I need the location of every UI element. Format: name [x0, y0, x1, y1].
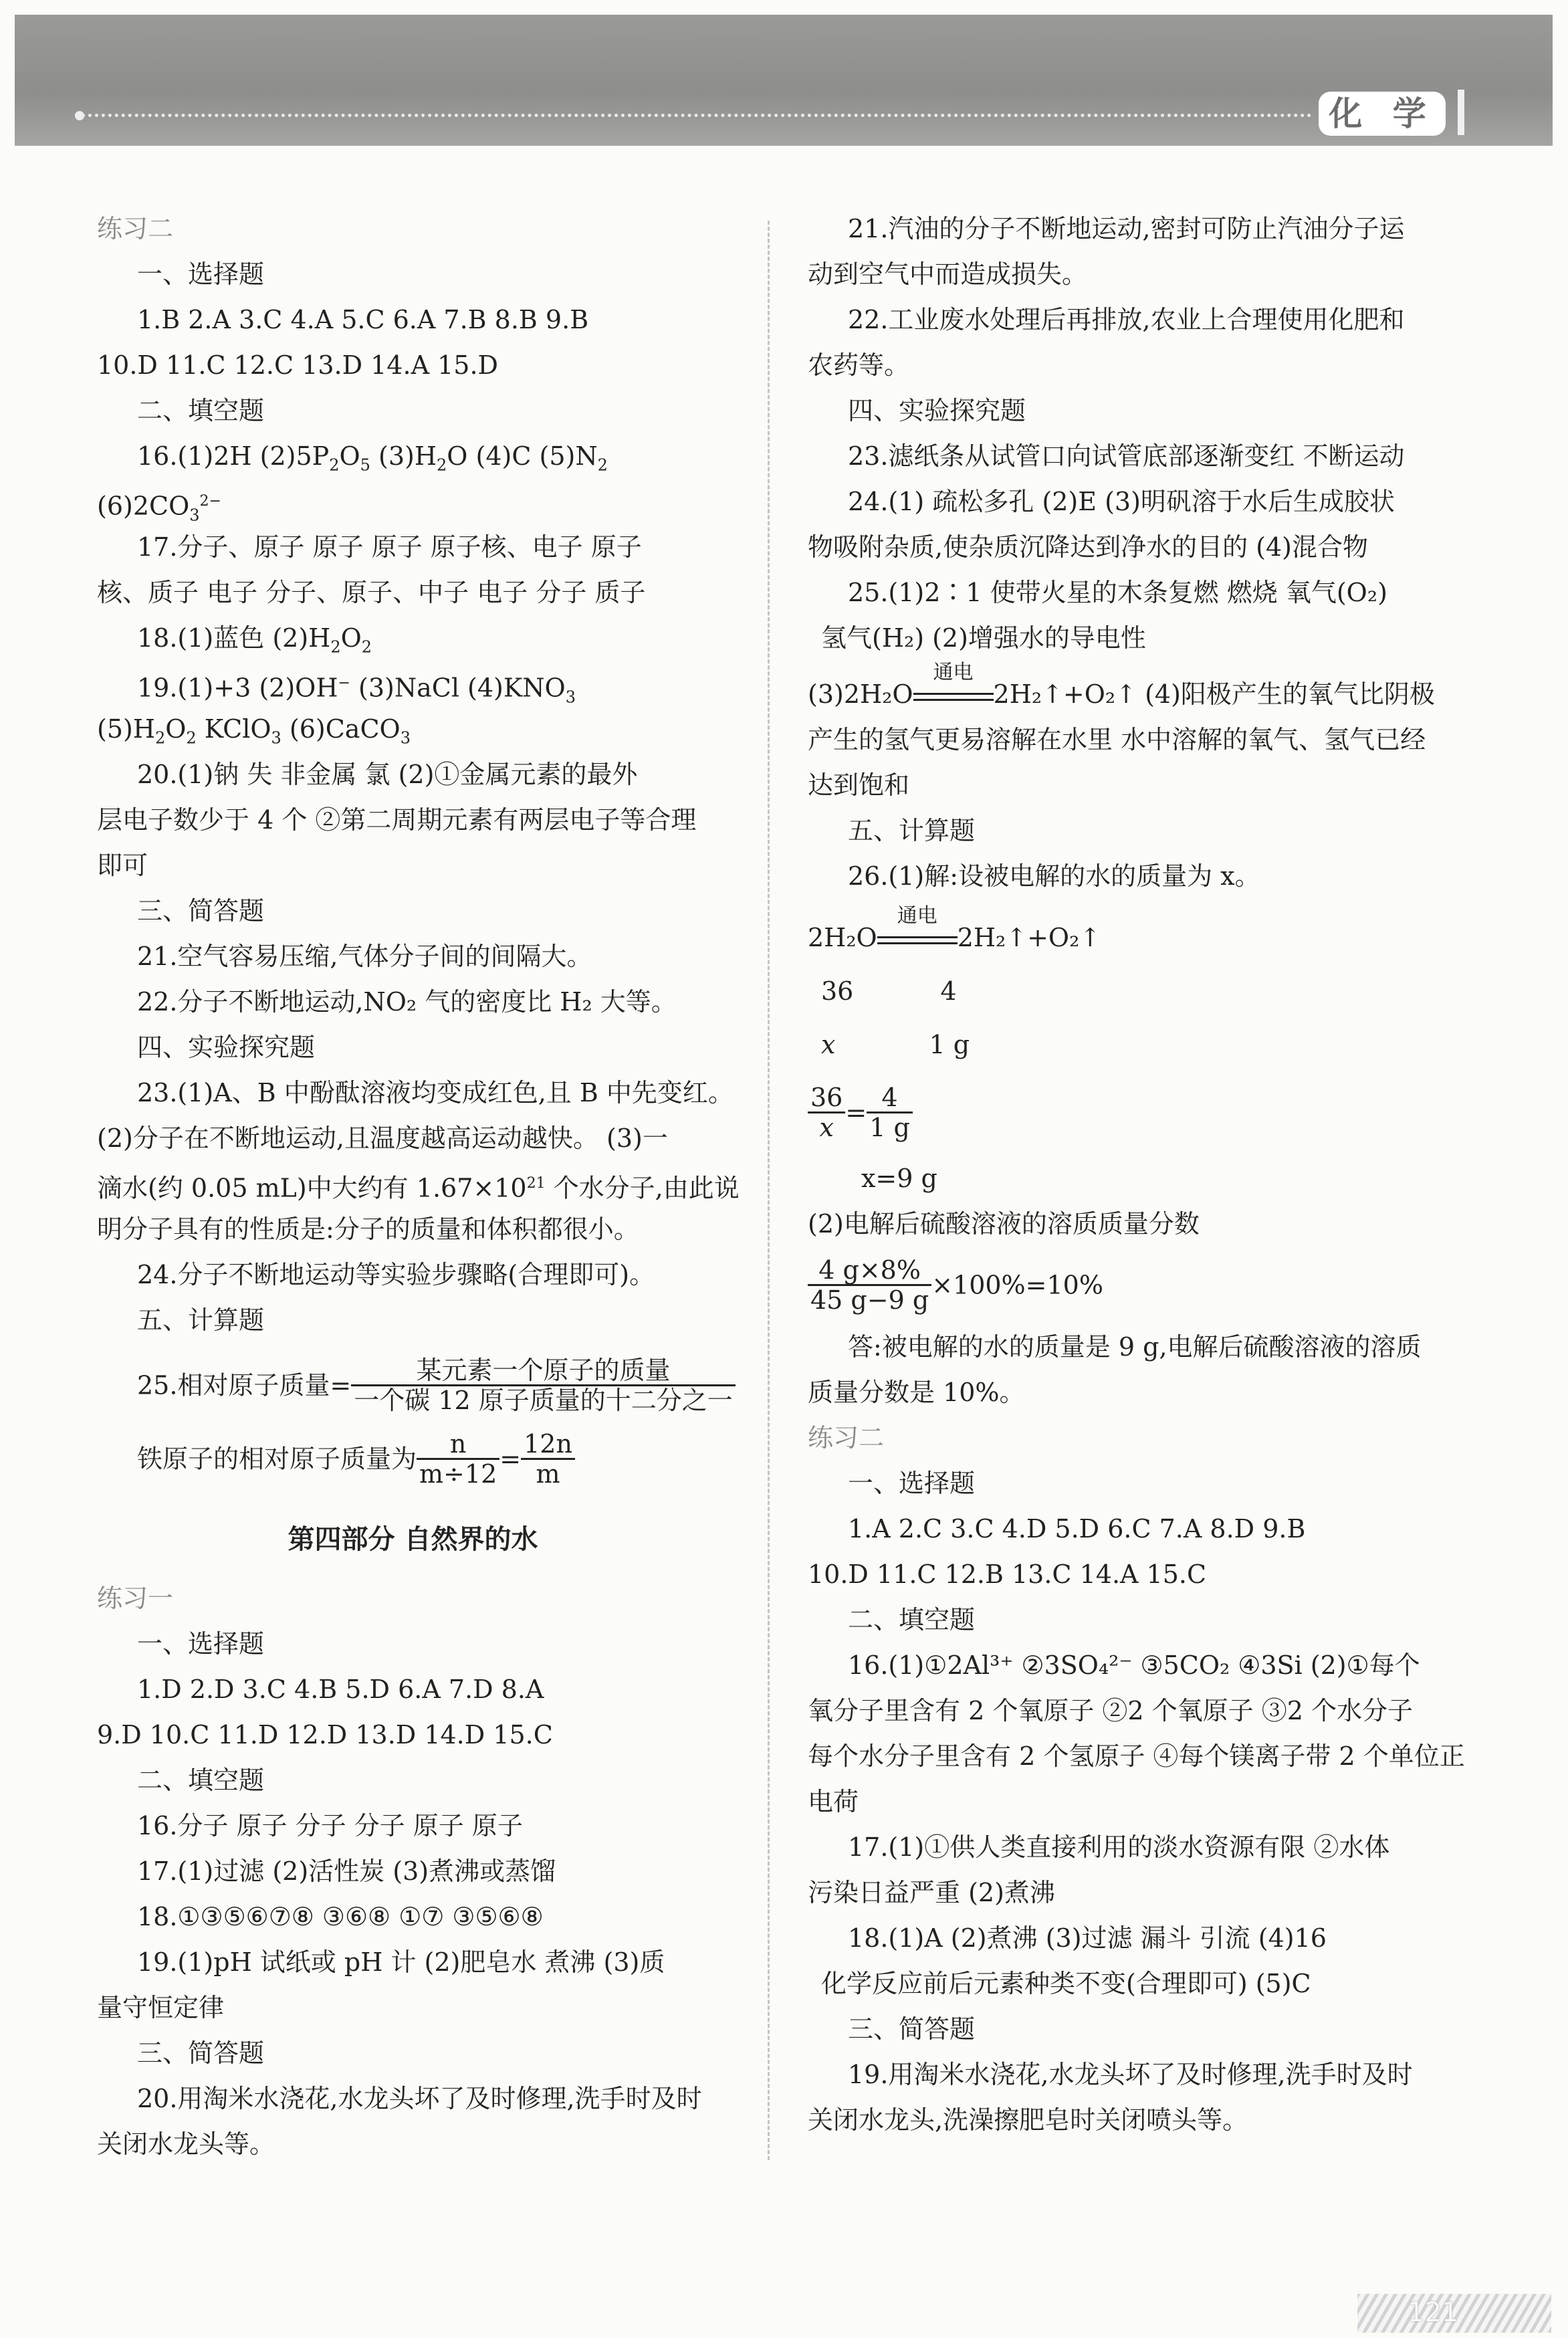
- answer-line: 9.D 10.C 11.D 12.D 13.D 14.D 15.C: [97, 1720, 553, 1749]
- exercise-title: 练习一: [97, 1584, 174, 1613]
- answer-line: 19.(1)pH 试纸或 pH 计 (2)肥皂水 煮沸 (3)质: [137, 1947, 665, 1977]
- answer-line: 17.(1)①供人类直接利用的淡水资源有限 ②水体: [848, 1832, 1390, 1862]
- fraction: $\frac{4}{1 g}$: [867, 1083, 913, 1142]
- answer-line: 质量分数是 10%。: [808, 1378, 1025, 1407]
- answer-line: 20.(1)钠 失 非金属 氯 (2)①金属元素的最外: [137, 760, 638, 789]
- header-bar: [1458, 90, 1464, 135]
- formula-line: 25.相对原子质量= $\frac{\text{某元素一个原子的质量}}{\text{一个碳 12 原子质量的十二分之一}}$: [97, 1356, 729, 1414]
- answer-line: 层电子数少于 4 个 ②第二周期元素有两层电子等合理: [97, 805, 697, 835]
- column-divider: [768, 221, 770, 2160]
- answer-line: 23.滤纸条从试管口向试管底部逐渐变红 不断运动: [848, 441, 1405, 471]
- equation-line: 2H₂O 通电 2H₂↑+O₂↑: [808, 904, 1101, 952]
- section-heading: 三、简答题: [137, 896, 265, 926]
- answer-line: 24.(1) 疏松多孔 (2)E (3)明矾溶于水后生成胶状: [848, 487, 1395, 516]
- page-header: [15, 15, 1553, 146]
- answer-line: 20.用淘米水浇花,水龙头坏了及时修理,洗手时及时: [137, 2084, 702, 2113]
- answer-line: $(5)H_2O_2$ KClO$_3$ (6)CaCO$_3$: [97, 714, 411, 748]
- answer-line: (2)电解后硫酸溶液的溶质质量分数: [808, 1209, 1200, 1239]
- answer-line: 24.分子不断地运动等实验步骤略(合理即可)。: [137, 1260, 655, 1289]
- answer-line: 滴水(约 0.05 mL)中大约有 $1.67\times 10^{21}$ 个水分子,由此说: [97, 1173, 740, 1203]
- answer-line: 答:被电解的水的质量是 9 g,电解后硫酸溶液的溶质: [848, 1332, 1422, 1362]
- answer-line: 19.用淘米水浇花,水龙头坏了及时修理,洗手时及时: [848, 2060, 1413, 2089]
- answer-line: 21.汽油的分子不断地运动,密封可防止汽油分子运: [848, 214, 1405, 243]
- answer-line: 即可: [97, 851, 148, 880]
- section-heading: 五、计算题: [848, 816, 976, 845]
- reaction-condition: 通电: [913, 678, 994, 710]
- answer-line: 氢气(H₂) (2)增强水的导电性: [821, 623, 1146, 653]
- section-heading: 五、计算题: [137, 1305, 265, 1335]
- answer-line: 23.(1)A、B 中酚酞溶液均变成红色,且 B 中先变红。: [137, 1078, 734, 1107]
- answer-line: 19.(1)+3 (2)OH− (3)NaCl $(4)KNO_3$: [137, 673, 576, 707]
- answer-line: 关闭水龙头,洗澡擦肥皂时关闭喷头等。: [808, 2105, 1248, 2135]
- answer-line: 氧分子里含有 2 个氧原子 ②2 个氧原子 ③2 个水分子: [808, 1696, 1414, 1725]
- subject-tag: 化 学: [1319, 92, 1446, 136]
- answer-line: 污染日益严重 (2)煮沸: [808, 1878, 1055, 1907]
- answer-line: 18.①③⑤⑥⑦⑧ ③⑥⑧ ①⑦ ③⑤⑥⑧: [137, 1902, 544, 1931]
- answer-line: 核、质子 电子 分子、原子、中子 电子 分子 质子: [97, 578, 646, 607]
- answer-line: 22.分子不断地运动,NO₂ 气的密度比 H₂ 大等。: [137, 987, 677, 1017]
- page-number: 121: [1408, 2297, 1459, 2328]
- exercise-title: 练习二: [808, 1423, 885, 1453]
- answer-line: 22.工业废水处理后再排放,农业上合理使用化肥和: [848, 305, 1405, 334]
- answer-line: 量守恒定律: [97, 1993, 225, 2022]
- answer-line: 17.分子、原子 原子 原子 原子核、电子 原子: [137, 532, 642, 562]
- answer-line: 16.分子 原子 分子 分子 原子 原子: [137, 1811, 523, 1840]
- ratio-line: $\frac{36}{x}$ = $\frac{4}{1 g}$: [808, 1083, 1450, 1142]
- exercise-title: 练习二: [97, 214, 174, 243]
- answer-line: 电荷: [808, 1787, 859, 1816]
- answer-line: 1.A 2.C 3.C 4.D 5.D 6.C 7.A 8.D 9.B: [848, 1514, 1306, 1544]
- section-heading: 三、简答题: [848, 2014, 976, 2044]
- answer-line: 21.空气容易压缩,气体分子间的间隔大。: [137, 942, 592, 971]
- header-dotted-line: [82, 114, 1312, 117]
- answer-line: 化学反应前后元素种类不变(合理即可) (5)C: [821, 1969, 1311, 1998]
- section-heading: 一、选择题: [137, 259, 265, 289]
- answer-line: 达到饱和: [808, 770, 910, 800]
- answer-line: 18.(1)A (2)煮沸 (3)过滤 漏斗 引流 (4)16: [848, 1923, 1327, 1953]
- answer-line: 动到空气中而造成损失。: [808, 259, 1088, 289]
- part-title: 第四部分 自然界的水: [288, 1524, 538, 1555]
- section-heading: 一、选择题: [848, 1469, 976, 1498]
- answer-line: 18.(1)蓝色 $(2)H_2O_2$: [137, 623, 372, 657]
- answer-line: 物吸附杂质,使杂质沉降达到净水的目的 (4)混合物: [808, 532, 1368, 562]
- mass-row: x 1 g: [821, 1030, 970, 1059]
- answer-line: 17.(1)过滤 (2)活性炭 (3)煮沸或蒸馏: [137, 1856, 556, 1886]
- section-heading: 一、选择题: [137, 1629, 265, 1659]
- answer-line: $(6)2CO_3^{2-}$: [97, 491, 221, 525]
- answer-line: 每个水分子里含有 2 个氢原子 ④每个镁离子带 2 个单位正: [808, 1741, 1465, 1771]
- percent-line: $\frac{4 g\times 8\%}{45 g-9 g}$ ×100%=10%: [808, 1256, 1450, 1314]
- result-line: x=9 g: [861, 1164, 937, 1193]
- answer-line: 10.D 11.C 12.C 13.D 14.A 15.D: [97, 350, 498, 380]
- fraction: $\frac{4 g\times 8\%}{45 g-9 g}$: [808, 1256, 931, 1314]
- section-heading: 四、实验探究题: [848, 396, 1026, 425]
- answer-line: 明分子具有的性质是:分子的质量和体积都很小。: [97, 1214, 639, 1244]
- fraction: $\frac{\text{某元素一个原子的质量}}{\text{一个碳 12 原子质量的十二分之一}}$: [351, 1356, 736, 1414]
- section-heading: 二、填空题: [137, 396, 265, 425]
- fraction: $\frac{36}{x}$: [808, 1083, 845, 1142]
- formula-line: 铁原子的相对原子质量为 $\frac{n}{m\div 12}$ = $\frac{12n}{m}$: [97, 1430, 729, 1488]
- fraction: $\frac{12n}{m}$: [521, 1430, 575, 1488]
- answer-line: 农药等。: [808, 350, 910, 380]
- fraction: $\frac{n}{m\div 12}$: [417, 1430, 499, 1488]
- section-heading: 三、简答题: [137, 2038, 265, 2068]
- section-heading: 二、填空题: [848, 1605, 976, 1634]
- answer-line: 26.(1)解:设被电解的水的质量为 x。: [848, 861, 1260, 891]
- answer-line: 16.(1)2H $(2)5P_2O_5$ $(3)H_2O$ (4)C $(5)N_2$: [137, 441, 608, 475]
- answer-line: 25.(1)2∶1 使带火星的木条复燃 燃烧 氧气(O₂): [848, 578, 1387, 607]
- answer-line: 1.D 2.D 3.C 4.B 5.D 6.A 7.D 8.A: [137, 1675, 544, 1704]
- answer-line: 产生的氢气更易溶解在水里 水中溶解的氧气、氢气已经: [808, 725, 1426, 754]
- answer-line: 16.(1)①2Al³⁺ ②3SO₄²⁻ ③5CO₂ ④3Si (2)①每个: [848, 1651, 1420, 1680]
- section-heading: 二、填空题: [137, 1766, 265, 1795]
- answer-line: 关闭水龙头等。: [97, 2129, 275, 2159]
- answer-line: (2)分子在不断地运动,且温度越高运动越快。 (3)一: [97, 1124, 668, 1153]
- section-heading: 四、实验探究题: [137, 1033, 316, 1062]
- answer-line: 1.B 2.A 3.C 4.A 5.C 6.A 7.B 8.B 9.B: [137, 305, 589, 334]
- mass-row: 36 4: [821, 976, 957, 1006]
- reaction-condition: 通电: [877, 922, 958, 954]
- answer-line: 10.D 11.C 12.B 13.C 14.A 15.C: [808, 1560, 1207, 1589]
- equation-line: (3)2H₂O 通电 2H₂↑+O₂↑ (4)阳极产生的氧气比阴极: [808, 661, 1435, 709]
